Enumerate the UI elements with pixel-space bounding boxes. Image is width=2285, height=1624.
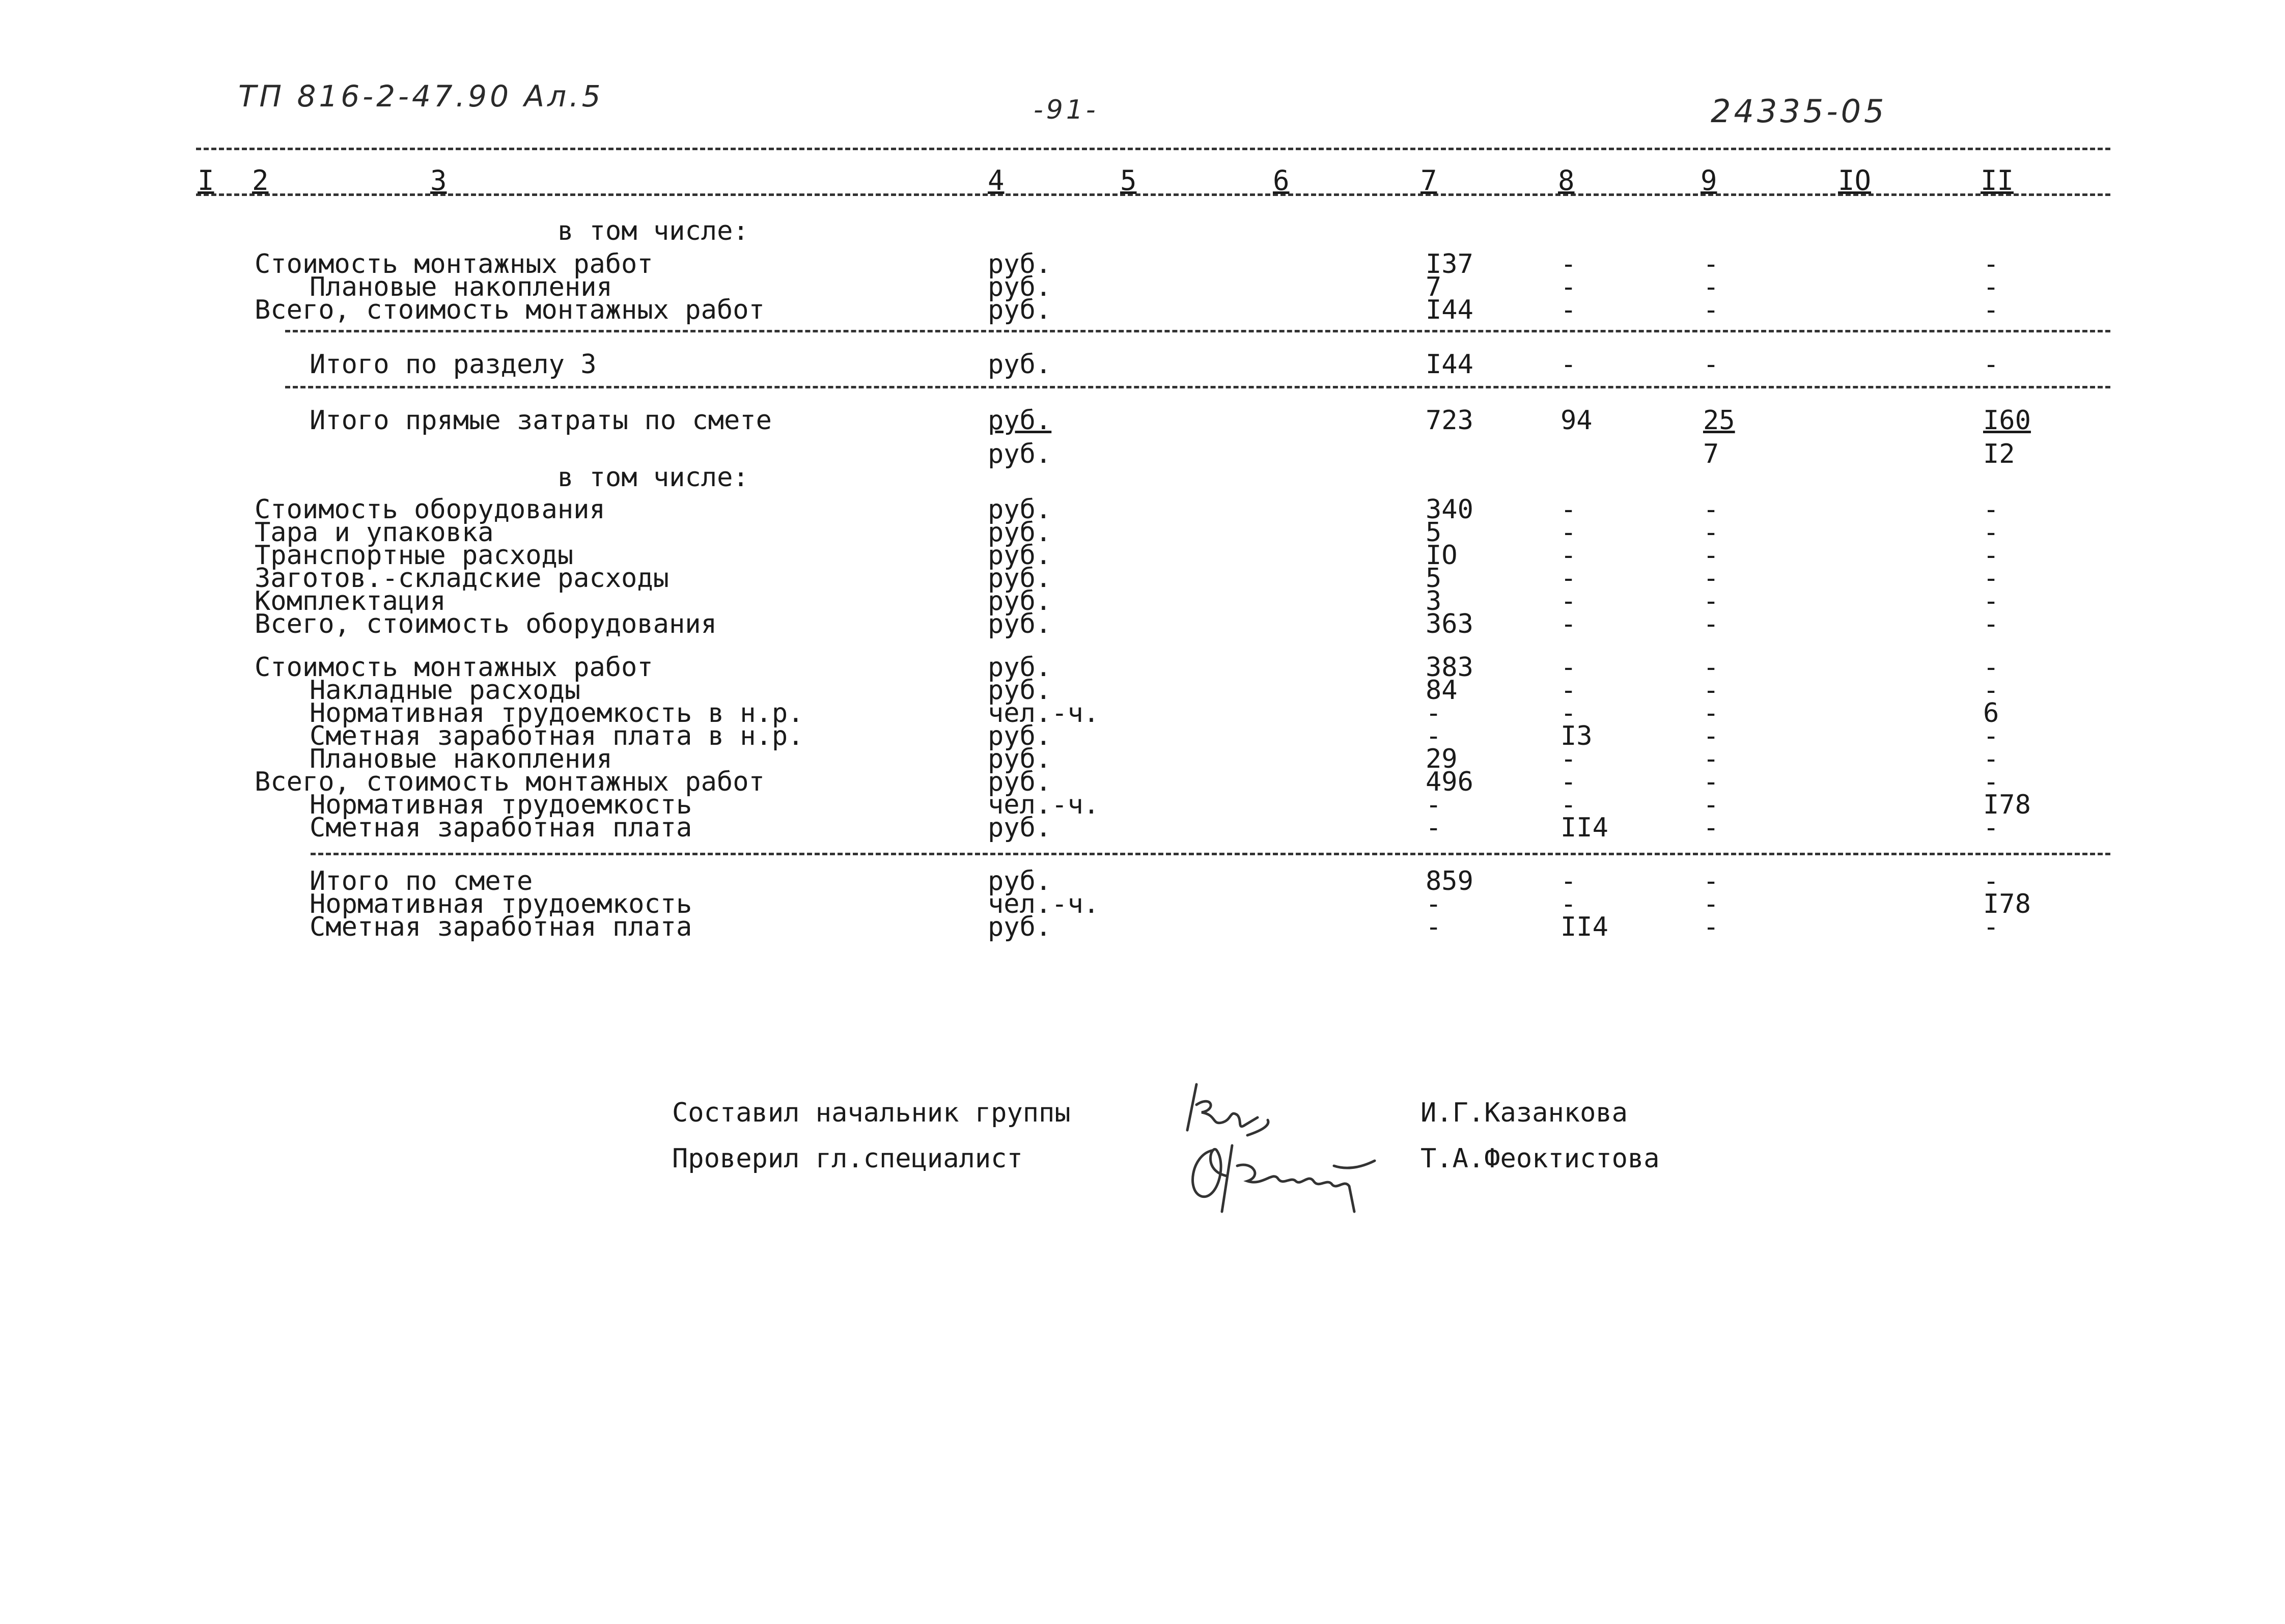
col-header-5: 5: [1120, 164, 1137, 197]
row-col8: -: [1561, 586, 1577, 617]
top-rule: [196, 148, 2110, 150]
row-col7: 7: [1426, 272, 1442, 302]
row-unit: руб.: [988, 517, 1052, 548]
row-col7: 363: [1426, 609, 1473, 639]
row-col9: -: [1703, 586, 1719, 617]
row-col8: -: [1561, 744, 1577, 774]
row-col9: -: [1703, 249, 1719, 279]
row-label: Стоимость оборудования: [255, 494, 605, 525]
row-unit: руб.: [988, 744, 1052, 774]
row-col8: -: [1561, 652, 1577, 683]
row-col9: -: [1703, 721, 1719, 751]
row-unit: руб.: [988, 586, 1052, 617]
row-unit: руб.: [988, 767, 1052, 797]
table-row: [0, 351, 2285, 380]
row-label: Нормативная трудоемкость в н.р.: [310, 698, 804, 729]
row-col11: -: [1983, 249, 1999, 279]
row-label: Всего, стоимость монтажных работ: [255, 295, 765, 325]
checked-by-role: Проверил гл.специалист: [672, 1143, 1023, 1174]
row-unit: руб.: [988, 563, 1052, 594]
table-row: [0, 464, 2285, 493]
table-row: [0, 914, 2285, 942]
table-row: [0, 407, 2285, 436]
row-col9: -: [1703, 349, 1719, 380]
row-col11: -: [1983, 675, 1999, 706]
col-header-10: IO: [1838, 164, 1872, 197]
row-unit: руб.: [988, 295, 1052, 325]
row-col9: 7: [1703, 439, 1719, 469]
row-col11: I78: [1983, 790, 2031, 820]
row-col11: I78: [1983, 889, 2031, 919]
row-col7: 5: [1426, 517, 1442, 548]
row-col11: -: [1983, 744, 1999, 774]
row-col11: -: [1983, 540, 1999, 571]
row-label: Накладные расходы: [310, 675, 581, 706]
row-col8: -: [1561, 249, 1577, 279]
row-col8: -: [1561, 272, 1577, 302]
row-col7: 723: [1426, 405, 1473, 436]
row-col8: -: [1561, 494, 1577, 525]
col-header-9: 9: [1701, 164, 1717, 197]
row-label: Итого прямые затраты по смете: [310, 405, 772, 436]
column-rule: [196, 193, 2110, 196]
row-unit: руб.: [988, 249, 1052, 279]
row-col8: -: [1561, 866, 1577, 897]
row-col11: -: [1983, 349, 1999, 380]
row-unit: чел.-ч.: [988, 889, 1100, 919]
row-col8: -: [1561, 698, 1577, 729]
row-col7: -: [1426, 698, 1442, 729]
signature-compiled: [1181, 1074, 1273, 1145]
row-col9: -: [1703, 813, 1719, 843]
row-unit: руб.: [988, 866, 1052, 897]
row-label: Сметная заработная плата: [310, 912, 692, 942]
row-label: Всего, стоимость монтажных работ: [255, 767, 765, 797]
row-col8: -: [1561, 540, 1577, 571]
row-col11: -: [1983, 813, 1999, 843]
row-col9: -: [1703, 744, 1719, 774]
row-col7: -: [1426, 912, 1442, 942]
col-header-11: II: [1981, 164, 2014, 197]
row-col7: 859: [1426, 866, 1473, 897]
row-col8: 94: [1561, 405, 1593, 436]
row-unit: руб.: [988, 721, 1052, 751]
section-rule: [285, 330, 2110, 332]
row-label: в том числе:: [558, 216, 749, 246]
row-col9: -: [1703, 609, 1719, 639]
row-col7: 383: [1426, 652, 1473, 683]
row-label: Заготов.-складские расходы: [255, 563, 669, 594]
row-col9: -: [1703, 767, 1719, 797]
col-header-3: 3: [430, 164, 447, 197]
section-rule: [311, 853, 2110, 855]
row-col8: I3: [1561, 721, 1593, 751]
row-col8: -: [1561, 889, 1577, 919]
table-row: [0, 218, 2285, 246]
row-label: Нормативная трудоемкость: [310, 790, 692, 820]
row-label: Итого по разделу 3: [310, 349, 597, 380]
col-header-6: 6: [1273, 164, 1290, 197]
row-unit: руб.: [988, 272, 1052, 302]
col-header-2: 2: [252, 164, 269, 197]
row-col11: -: [1983, 767, 1999, 797]
page-number: -91-: [1034, 95, 1099, 125]
row-col9: -: [1703, 517, 1719, 548]
row-col8: -: [1561, 295, 1577, 325]
row-label: в том числе:: [558, 462, 749, 493]
row-unit: руб.: [988, 494, 1052, 525]
row-col11: -: [1983, 721, 1999, 751]
inventory-number: 24335-05: [1711, 93, 1887, 130]
row-col7: 496: [1426, 767, 1473, 797]
row-unit: чел.-ч.: [988, 698, 1100, 729]
row-col11: -: [1983, 272, 1999, 302]
row-col9: -: [1703, 889, 1719, 919]
row-col8: -: [1561, 675, 1577, 706]
row-col9: -: [1703, 652, 1719, 683]
row-label: Итого по смете: [310, 866, 533, 897]
row-col11: -: [1983, 652, 1999, 683]
row-label: Плановые накопления: [310, 272, 612, 302]
row-unit: руб.: [988, 912, 1052, 942]
row-col9: -: [1703, 295, 1719, 325]
row-col7: 29: [1426, 744, 1458, 774]
row-label: Всего, стоимость оборудования: [255, 609, 717, 639]
row-col9: -: [1703, 675, 1719, 706]
row-unit: руб.: [988, 675, 1052, 706]
section-rule: [285, 386, 2110, 388]
row-label: Тара и упаковка: [255, 517, 494, 548]
table-row: [0, 297, 2285, 325]
row-col11: -: [1983, 295, 1999, 325]
row-col11: -: [1983, 912, 1999, 942]
row-col7: I44: [1426, 349, 1473, 380]
row-col7: -: [1426, 889, 1442, 919]
row-col7: 340: [1426, 494, 1473, 525]
row-label: Стоимость монтажных работ: [255, 249, 653, 279]
row-unit: руб.: [988, 609, 1052, 639]
doc-code: ТП 816-2-47.90 Ал.5: [238, 79, 604, 114]
row-col7: 5: [1426, 563, 1442, 594]
row-col8: -: [1561, 517, 1577, 548]
table-row: [0, 815, 2285, 843]
row-unit: чел.-ч.: [988, 790, 1100, 820]
row-col9: -: [1703, 790, 1719, 820]
row-col7: -: [1426, 721, 1442, 751]
col-header-1: I: [198, 164, 214, 197]
row-col11: -: [1983, 563, 1999, 594]
signature-checked: [1181, 1135, 1385, 1222]
row-col9: -: [1703, 698, 1719, 729]
row-col11: -: [1983, 517, 1999, 548]
row-label: Стоимость монтажных работ: [255, 652, 653, 683]
row-col8: -: [1561, 790, 1577, 820]
row-col11: 6: [1983, 698, 1999, 729]
row-col8: -: [1561, 563, 1577, 594]
row-unit: руб.: [988, 439, 1052, 469]
row-label: Плановые накопления: [310, 744, 612, 774]
row-col8: -: [1561, 349, 1577, 380]
compiled-by-name: И.Г.Казанкова: [1420, 1098, 1628, 1128]
checked-by-name: Т.А.Феоктистова: [1420, 1143, 1660, 1174]
row-label: Нормативная трудоемкость: [310, 889, 692, 919]
row-unit: руб.: [988, 405, 1052, 436]
row-label: Сметная заработная плата в н.р.: [310, 721, 804, 751]
row-col7: I37: [1426, 249, 1473, 279]
col-header-8: 8: [1558, 164, 1575, 197]
row-col11: I2: [1983, 439, 2015, 469]
row-label: Транспортные расходы: [255, 540, 574, 571]
row-col8: II4: [1561, 813, 1608, 843]
row-label: Комплектация: [255, 586, 446, 617]
table-row: [0, 611, 2285, 639]
row-col11: -: [1983, 866, 1999, 897]
row-col7: IO: [1426, 540, 1458, 571]
col-header-4: 4: [988, 164, 1005, 197]
row-col7: 84: [1426, 675, 1458, 706]
row-col9: -: [1703, 494, 1719, 525]
row-col9: -: [1703, 866, 1719, 897]
row-col9: -: [1703, 272, 1719, 302]
row-col7: -: [1426, 790, 1442, 820]
row-col11: -: [1983, 609, 1999, 639]
row-col9: -: [1703, 540, 1719, 571]
row-unit: руб.: [988, 652, 1052, 683]
row-col11: I60: [1983, 405, 2031, 436]
row-unit: руб.: [988, 813, 1052, 843]
row-label: Сметная заработная плата: [310, 813, 692, 843]
row-col8: -: [1561, 767, 1577, 797]
row-unit: руб.: [988, 349, 1052, 380]
row-col7: I44: [1426, 295, 1473, 325]
col-header-7: 7: [1420, 164, 1437, 197]
row-col7: -: [1426, 813, 1442, 843]
row-unit: руб.: [988, 540, 1052, 571]
row-col9: -: [1703, 912, 1719, 942]
row-col9: 25: [1703, 405, 1735, 436]
row-col8: -: [1561, 609, 1577, 639]
row-col11: -: [1983, 494, 1999, 525]
row-col9: -: [1703, 563, 1719, 594]
row-col8: II4: [1561, 912, 1608, 942]
row-col7: 3: [1426, 586, 1442, 617]
row-col11: -: [1983, 586, 1999, 617]
compiled-by-role: Составил начальник группы: [672, 1098, 1071, 1128]
